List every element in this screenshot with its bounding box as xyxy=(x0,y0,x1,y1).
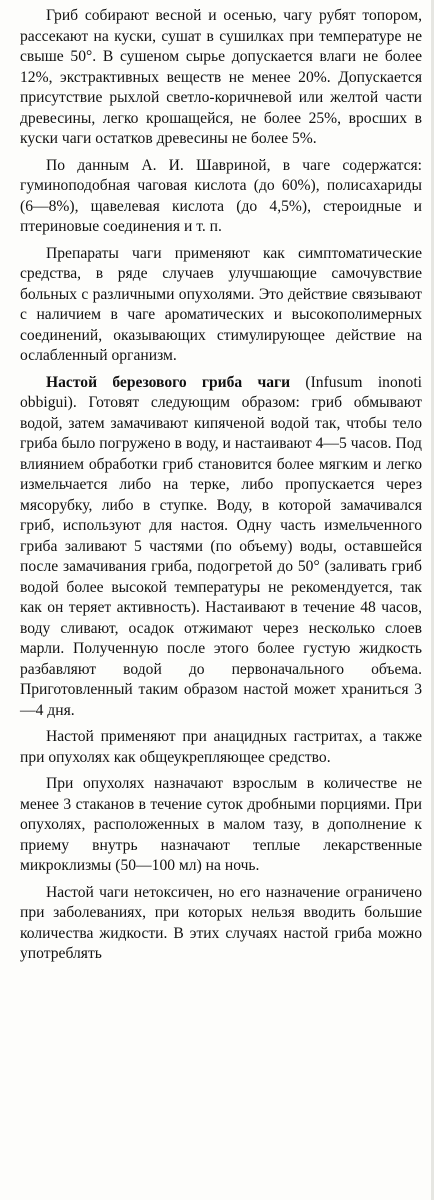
paragraph-indications: Настой применяют при анацидных гастритах, а также при опухолях как общеукрепляющее средство. xyxy=(20,728,422,766)
paragraph-composition: По данным А. И. Шавриной, в чаге содержатся: гуминоподобная чаговая кислота (до 60%), полисахариды (6—8%), щавелевая кислота (до 4,5%), стероидные и птериновые соединения и т. п. xyxy=(20,156,422,235)
paragraph-harvesting: Гриб собирают весной и осенью, чагу рубят топором, рассекают на куски, сушат в сушилках при температуре не свыше 50°. В сушеном сырье допускается влаги не более 12%, экстрактивных веществ не менее 20%. Допускается присутствие рыхлой светло-коричневой или желтой части древесины, легко крошащейся, не более 25%, вросших в куски чаги остатков древесины не более 5%. xyxy=(20,7,422,147)
paragraph-preparations: Препараты чаги применяют как симптоматические средства, в ряде случаев улучшающие самочувствие больных с различными опухолями. Это действие связывают с наличием в чаге ароматических и высокополимерных соединений, оказывающих стимулирующее действие на ослабленный организм. xyxy=(20,244,422,364)
page-text-body xyxy=(20,6,422,971)
infusion-heading: Настой березового гриба чаги xyxy=(46,373,291,391)
infusion-recipe-text: (Infusum inonoti obbigui). Готовят следующим образом: гриб обмывают водой, затем замачивают кипяченой водой так, чтобы тело гриба было погружено в воду, и настаивают 4—5 часов. Под влиянием обработки гриб становится более мягким и легко измельчается либо на терке, либо пропускается через мясорубку, либо в ступке. Воду, в которой замачивался гриб, используют для настоя. Одну часть измельченного гриба заливают 5 частями (по объему) воды, оставшейся после замачивания гриба, подогретой до 50° (заливать гриб водой более высокой температуры не рекомендуется, так как он теряет активность). Настаивают в течение 48 часов, воду сливают, осадок отжимают через несколько слоев марли. Полученную после этого более густую жидкость разбавляют водой до первоначального объема. Приготовленный таким образом настой может храниться 3—4 дня. xyxy=(20,373,423,719)
paragraph-toxicity: Настой чаги нетоксичен, но его назначение ограничено при заболеваниях, при которых нельзя вводить большие количества жидкости. В этих случаях настой гриба можно употреблять xyxy=(20,883,422,962)
paragraph-infusion-recipe xyxy=(20,373,422,722)
paragraph-dosage: При опухолях назначают взрослым в количестве не менее 3 стаканов в течение суток дробными порциями. При опухолях, расположенных в малом тазу, в дополнение к приему внутрь назначают теплые лекарственные микроклизмы (50—100 мл) на ночь. xyxy=(20,775,422,874)
